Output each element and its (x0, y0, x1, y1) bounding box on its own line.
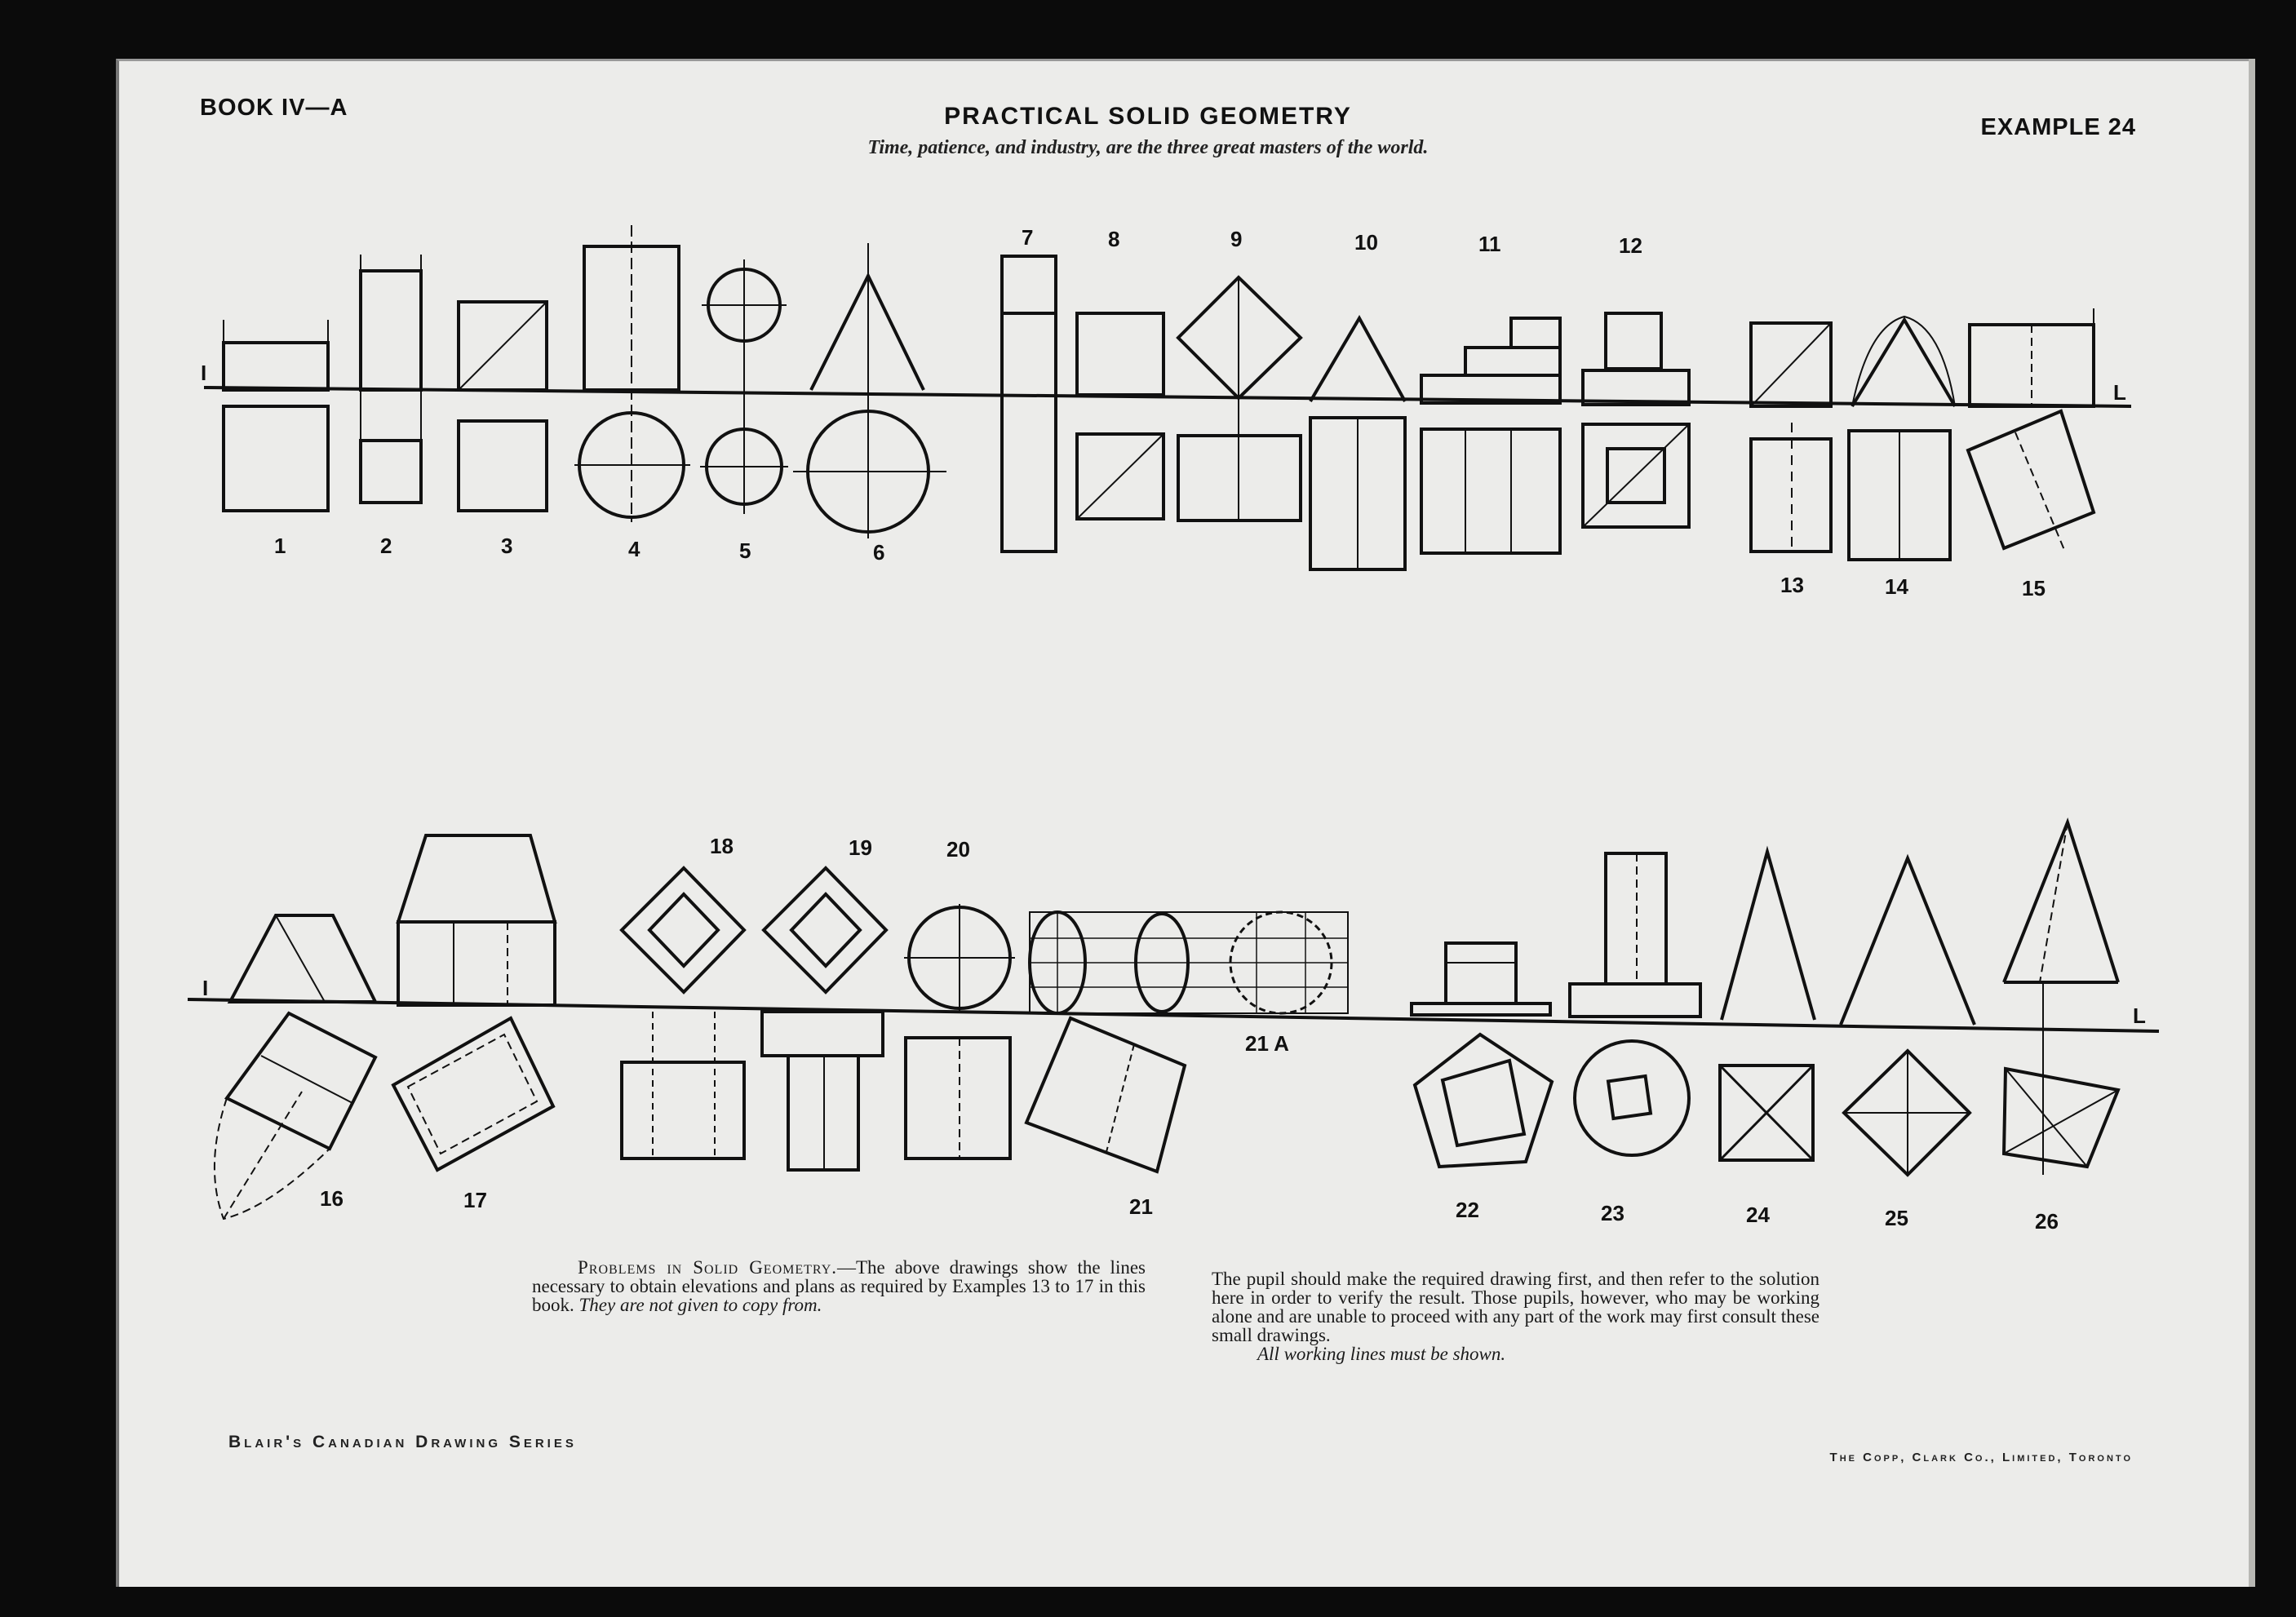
figure-22-drawing (1412, 943, 1552, 1167)
figure-number: 21 (1129, 1194, 1153, 1219)
text-part-a: —The above drawings show the lines necessary to obtain elevations and plans as required by Examples 13 to 17 in this book. (532, 1257, 1146, 1315)
ground-label-right-2: L (2133, 1003, 2146, 1028)
text-italic: They are not given to copy from. (578, 1295, 822, 1315)
figure-number: 13 (1780, 573, 1804, 597)
figure-number: 25 (1885, 1206, 1908, 1230)
figure-number: 23 (1601, 1201, 1624, 1225)
figure-11-drawing (1421, 318, 1560, 553)
figure-24-drawing (1720, 852, 1815, 1160)
ground-label-right-1: L (2113, 380, 2126, 405)
figure-19-drawing (762, 868, 886, 1170)
text-column-left (532, 1258, 1146, 1314)
figure-number: 24 (1746, 1203, 1770, 1227)
figure-number: 8 (1108, 227, 1120, 251)
text-part-b: The pupil should make the required drawing first, and then refer to the solution here in order to verify the result. Those pupils, however, who may be working alone and are unable to proceed with any part of the work may first consult these small drawings. (1212, 1269, 1820, 1345)
figure-number: 1 (274, 534, 286, 558)
figure-7-drawing (1002, 256, 1056, 552)
figure-21-drawing (1026, 912, 1348, 1172)
figure-10-drawing (1310, 318, 1405, 569)
ground-label-left-1: I (201, 361, 207, 385)
figure-number: 10 (1354, 230, 1378, 255)
figure-number: 26 (2035, 1209, 2059, 1234)
book-label: BOOK IV—A (200, 95, 348, 121)
text-heading: Problems in Solid Geometry. (578, 1257, 837, 1278)
figure-23-drawing (1570, 853, 1700, 1155)
figure-number: 4 (628, 537, 640, 561)
figure-number: 21 A (1245, 1031, 1289, 1056)
figure-number: 11 (1478, 232, 1501, 256)
figure-4-drawing (574, 225, 690, 522)
figure-number: 15 (2022, 576, 2046, 600)
text-note: All working lines must be shown. (1257, 1344, 1506, 1364)
motto: Time, patience, and industry, are the three great masters of the world. (867, 137, 1429, 158)
figure-number: 14 (1885, 574, 1908, 599)
figure-16-drawing (215, 915, 375, 1219)
figure-number: 22 (1456, 1198, 1479, 1222)
page-title: PRACTICAL SOLID GEOMETRY (944, 103, 1352, 130)
figure-1-drawing (224, 320, 328, 511)
figure-2-drawing (361, 255, 421, 503)
figure-number: 20 (946, 837, 970, 862)
figure-25-drawing (1841, 858, 1975, 1175)
figure-number: 2 (380, 534, 392, 558)
figure-13-drawing (1751, 323, 1831, 552)
figure-20-drawing (904, 904, 1015, 1158)
figure-number: 7 (1022, 225, 1034, 250)
figure-number: 5 (739, 538, 751, 563)
figure-number: 3 (501, 534, 513, 558)
figure-number: 9 (1230, 227, 1243, 251)
figure-number: 18 (710, 834, 734, 858)
figure-15-drawing (1968, 308, 2094, 550)
figure-26-drawing (2004, 822, 2118, 1175)
figure-14-drawing (1849, 317, 1955, 560)
figure-5-drawing (700, 259, 788, 514)
figure-number: 6 (873, 540, 885, 565)
figure-number: 16 (320, 1186, 344, 1211)
footer-publisher: The Copp, Clark Co., Limited, Toronto (1829, 1451, 2133, 1464)
figure-18-drawing (622, 868, 744, 1158)
figure-6-drawing (793, 243, 946, 538)
figure-number: 12 (1619, 233, 1642, 258)
figure-12-drawing (1583, 313, 1689, 527)
figure-number: 17 (463, 1188, 487, 1212)
example-label: EXAMPLE 24 (1980, 114, 2136, 140)
text-column-right (1212, 1269, 1820, 1363)
figure-8-drawing (1077, 313, 1164, 519)
figure-3-drawing (459, 302, 547, 511)
figure-number: 19 (849, 835, 872, 860)
ground-label-left-2: I (202, 976, 209, 1000)
footer-series: Blair's Canadian Drawing Series (228, 1433, 577, 1451)
